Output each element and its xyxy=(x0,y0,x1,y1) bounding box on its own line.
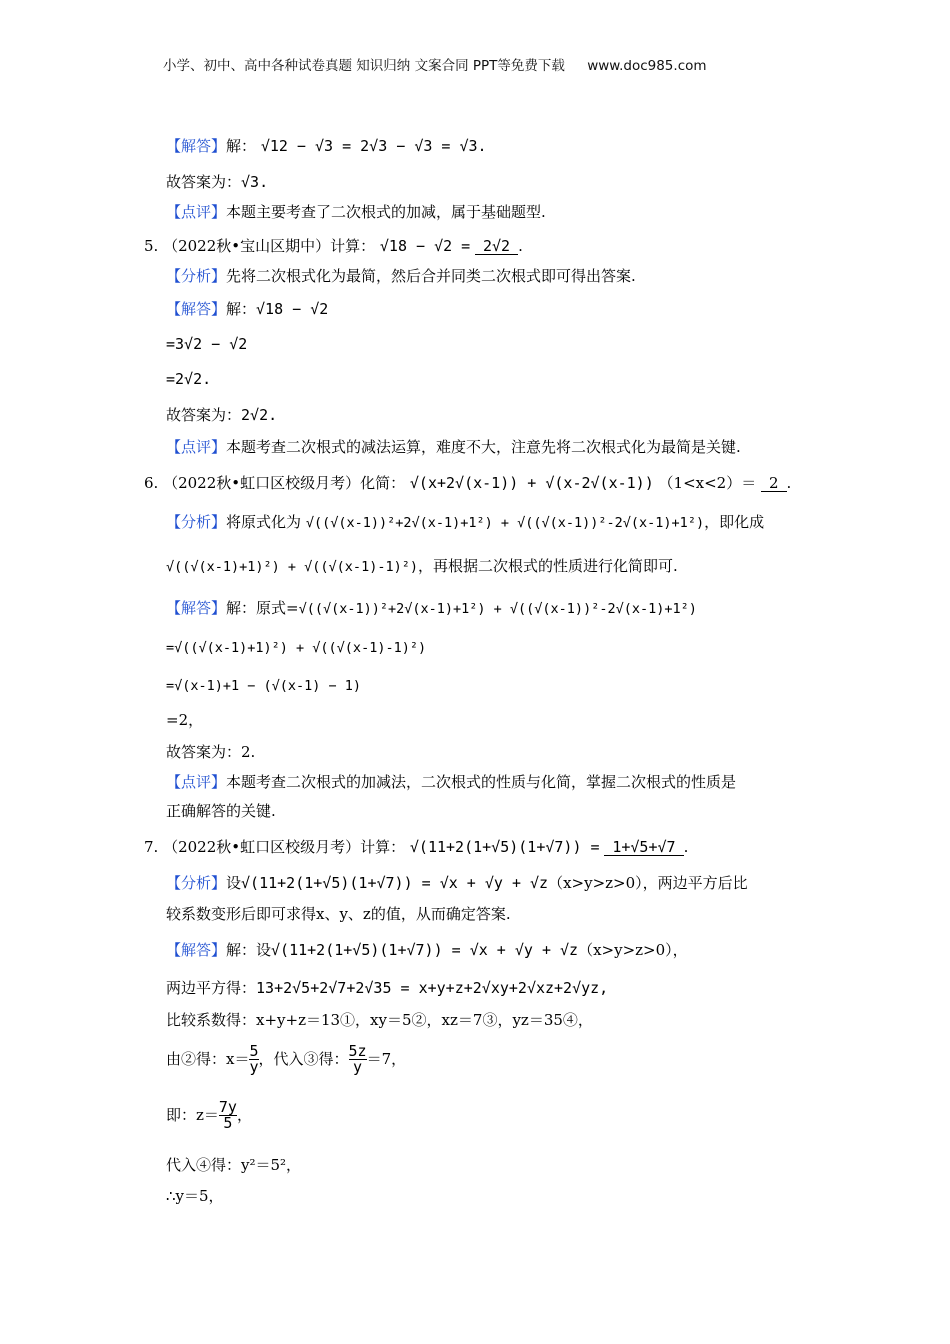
p7-square: 两边平方得：13+2√5+2√7+2√35 = x+y+z+2√xy+2√xz+2√yz, xyxy=(166,979,609,997)
p6-analysis-line1: 【分析】将原式化为 √((√(x-1))²+2√(x-1)+1²) + √((√(x-1))²-2√(x-1)+1²)，即化成 xyxy=(166,513,765,531)
p7-compare: 比较系数得：x+y+z＝13①，xy＝5②，xz＝7③，yz＝35④， xyxy=(166,1011,593,1029)
p7-sub4: 代入④得：y²＝5²， xyxy=(166,1156,302,1174)
p7-therefore: ∴y＝5， xyxy=(166,1187,224,1205)
p6-question: 6. （2022秋•虹口区校级月考）化简： √(x+2√(x-1)) + √(x-2√(x-1)) （1<x<2）＝ 2 . xyxy=(144,474,792,492)
p7-answer: 【解答】解：设√(11+2(1+√5)(1+√7)) = √x + √y + √z（x>y>z>0）， xyxy=(166,941,688,959)
header-url: www.doc985.com xyxy=(587,58,707,74)
p7-ie: 即：z＝ $\frac{7y}{5}$ ， xyxy=(166,1098,252,1132)
p4-final: 故答案为：√3. xyxy=(166,173,269,191)
p4-answer-math: √12 − √3 = 2√3 − √3 = √3. xyxy=(260,137,487,155)
p7-from2: 由②得：x＝ $\frac{5}{y}$ ，代入③得： $\frac{5z}{y}$ ＝7， xyxy=(166,1042,407,1076)
p5-answer-blank: 2√2 xyxy=(475,239,518,255)
page-header xyxy=(163,60,707,74)
p5-analysis: 【分析】先将二次根式化为最简，然后合并同类二次根式即可得出答案. xyxy=(166,267,636,285)
p5-answer: 【解答】解：√18 − √2 xyxy=(166,300,329,318)
p6-answer: 【解答】解：原式=√((√(x-1))²+2√(x-1)+1²) + √((√(x-1))²-2√(x-1)+1²) xyxy=(166,599,697,617)
analysis-tag: 【分析】 xyxy=(166,267,227,285)
p6-step2: =√((√(x-1)+1)²) + √((√(x-1)-1)²) xyxy=(166,640,427,656)
p7-answer-blank: 1+√5+√7 xyxy=(604,840,683,856)
p6-final: 故答案为：2. xyxy=(166,743,256,761)
p5-final: 故答案为：2√2. xyxy=(166,406,278,424)
comment-tag: 【点评】 xyxy=(166,203,227,221)
p7-question: 7. （2022秋•虹口区校级月考）计算： √(11+2(1+√5)(1+√7)) = 1+√5+√7 . xyxy=(144,838,689,856)
fraction-7y-over-5: $\frac{7y}{5}$ xyxy=(218,1098,237,1132)
p7-analysis-line2: 较系数变形后即可求得x、y、z的值，从而确定答案. xyxy=(166,905,511,923)
p5-comment: 【点评】本题考查二次根式的减法运算，难度不大，注意先将二次根式化为最简是关键. xyxy=(166,438,741,456)
p6-answer-blank: 2 xyxy=(761,476,787,492)
p7-analysis-line1: 【分析】设√(11+2(1+√5)(1+√7)) = √x + √y + √z（x>y>z>0），两边平方后比 xyxy=(166,874,748,892)
p4-answer: 【解答】解： √12 − √3 = 2√3 − √3 = √3. xyxy=(166,137,487,155)
answer-tag: 【解答】 xyxy=(166,137,227,155)
fraction-5-over-y: $\frac{5}{y}$ xyxy=(249,1042,259,1076)
p4-comment: 【点评】本题主要考查了二次根式的加减，属于基础题型. xyxy=(166,203,546,221)
fraction-5z-over-y: $\frac{5z}{y}$ xyxy=(348,1042,367,1076)
p6-step3: =√(x-1)+1 − (√(x-1) − 1) xyxy=(166,678,362,694)
p6-analysis-line2: √((√(x-1)+1)²) + √((√(x-1)-1)²)，再根据二次根式的性质进行化简即可. xyxy=(166,557,678,575)
header-text: 小学、初中、高中各种试卷真题 知识归纳 文案合同 PPT等免费下载 xyxy=(163,58,565,74)
p5-step3: =2√2. xyxy=(166,370,212,388)
p6-comment-2: 正确解答的关键. xyxy=(166,802,276,820)
p6-step4: =2， xyxy=(166,711,204,729)
p6-comment: 【点评】本题考查二次根式的加减法，二次根式的性质与化简，掌握二次根式的性质是 xyxy=(166,773,737,791)
p5-question: 5. （2022秋•宝山区期中）计算： √18 − √2 = 2√2 . xyxy=(144,237,523,255)
p5-step2: =3√2 − √2 xyxy=(166,335,248,353)
